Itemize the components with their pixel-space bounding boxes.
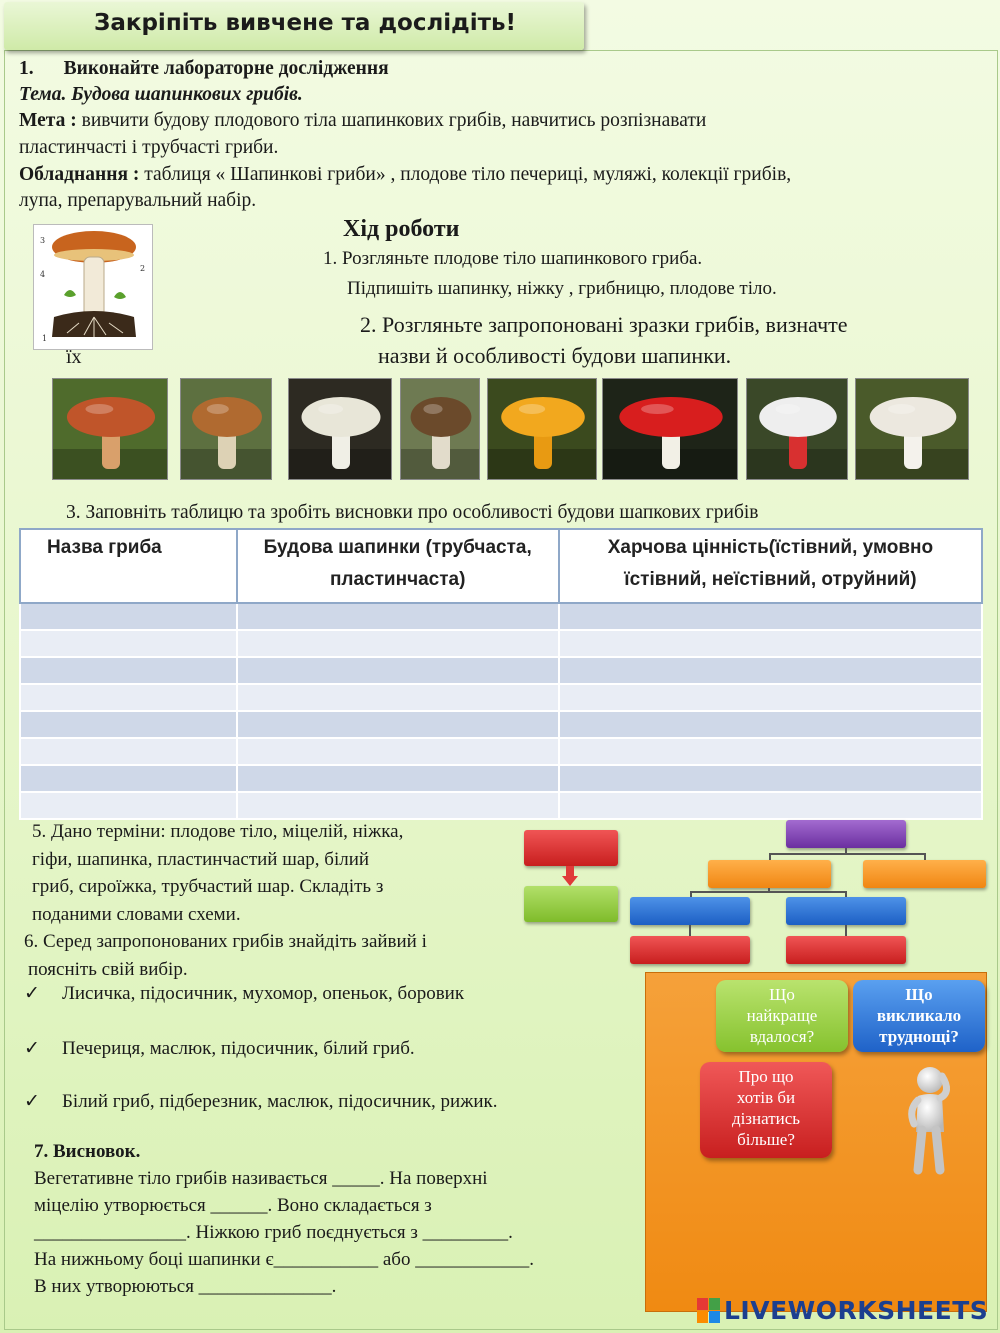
reflection-bubble-learn-more: Про що хотів би дізнатись більше?	[700, 1062, 832, 1158]
step-1-line-2: Підпишіть шапинку, ніжку , грибницю, плодове тіло.	[347, 278, 777, 299]
fly-agaric-photo	[602, 378, 738, 480]
q6-line-2: поясніть свій вибір.	[28, 958, 188, 980]
diagram-label-2: 2	[140, 264, 146, 273]
table-cell-structure[interactable]	[237, 792, 559, 819]
table-cell-name[interactable]	[20, 738, 237, 765]
liveworksheets-logo[interactable]: LIVEWORKSHEETS	[724, 1296, 989, 1325]
task-title: Виконайте лабораторне дослідження	[63, 58, 389, 79]
scheme2-orange-right-box[interactable]	[863, 860, 986, 888]
rusty-gilled-mushroom-photo	[52, 378, 168, 480]
procedure-title: Хід роботи	[343, 216, 460, 242]
task-1-heading	[19, 58, 389, 80]
table-cell-value[interactable]	[559, 684, 982, 711]
table-cell-value[interactable]	[559, 792, 982, 819]
table-row	[20, 765, 982, 792]
table-row	[20, 684, 982, 711]
q7-line-4[interactable]: На нижньому боці шапинки є___________ або ____________.	[34, 1249, 534, 1270]
table-cell-structure[interactable]	[237, 603, 559, 630]
diagram-label-1: 1	[42, 334, 48, 343]
scheme2-blue-left-box[interactable]	[630, 897, 750, 925]
q6-option-3[interactable]: ✓ Білий гриб, підберезник, маслюк, підосичник, рижик.	[24, 1091, 498, 1112]
table-row	[20, 711, 982, 738]
equipment-line-2: лупа, препарувальний набір.	[19, 190, 257, 211]
table-cell-structure[interactable]	[237, 657, 559, 684]
checkmark-icon: ✓	[24, 1038, 40, 1059]
diagram-label-3: 3	[40, 236, 46, 245]
scheme1-top-box[interactable]	[524, 830, 618, 866]
scheme2-root-box[interactable]	[786, 820, 906, 848]
table-cell-value[interactable]	[559, 765, 982, 792]
scheme2-blue-right-box[interactable]	[786, 897, 906, 925]
checkmark-icon: ✓	[24, 983, 40, 1004]
header-cap-structure: Будова шапинки (трубчаста, пластинчаста)	[237, 529, 559, 603]
table-cell-structure[interactable]	[237, 738, 559, 765]
connector	[689, 925, 691, 936]
connector	[845, 925, 847, 936]
goal-line-2: пластинчасті і трубчасті гриби.	[19, 137, 279, 158]
table-cell-value[interactable]	[559, 657, 982, 684]
table-cell-name[interactable]	[20, 603, 237, 630]
table-cell-structure[interactable]	[237, 711, 559, 738]
scheme1-bottom-box[interactable]	[524, 886, 618, 922]
q5-line-1: 5. Дано терміни: плодове тіло, міцелій, ніжка,	[32, 821, 404, 842]
q6-line-1: 6. Серед запропонованих грибів знайдіть зайвий і	[24, 931, 427, 952]
table-instruction: 3. Заповніть таблицю та зробіть висновки про особливості будови шапкових грибів	[66, 502, 759, 523]
q6-option-2[interactable]: ✓ Печериця, маслюк, підосичник, білий гриб.	[24, 1038, 415, 1059]
mushroom-table	[19, 528, 983, 820]
q7-line-3[interactable]: ________________. Ніжкою гриб поєднується з _________.	[34, 1222, 513, 1243]
table-cell-name[interactable]	[20, 765, 237, 792]
question-7-conclusion	[34, 1138, 534, 1300]
down-arrow-icon	[562, 866, 578, 886]
equipment-text: таблиця « Шапинкові гриби» , плодове тіло печериці, муляжі, колекції грибів,	[139, 164, 792, 185]
chanterelle-photo	[487, 378, 597, 480]
question-5	[32, 818, 403, 928]
task-number: 1.	[19, 58, 34, 79]
table-cell-name[interactable]	[20, 711, 237, 738]
porcini-photo	[400, 378, 480, 480]
goal-line-1	[19, 110, 706, 132]
scheme2-red-right-box[interactable]	[786, 936, 906, 964]
q7-line-2[interactable]: міцелію утворюється ______. Воно складається з	[34, 1195, 432, 1216]
header-food-value: Харчова цінність(їстівний, умовно їстівний, неїстівний, отруйний)	[559, 529, 982, 603]
table-cell-structure[interactable]	[237, 684, 559, 711]
goal-label: Мета :	[19, 110, 77, 131]
header-mushroom-name: Назва гриба	[20, 529, 237, 603]
scheme2-red-left-box[interactable]	[630, 936, 750, 964]
q6-option-1[interactable]: ✓ Лисичка, підосичник, мухомор, опеньок, боровик	[24, 983, 465, 1004]
step-2-line-2: назви й особливості будови шапинки.	[378, 343, 732, 368]
q7-line-5[interactable]: В них утворюються ______________.	[34, 1276, 337, 1297]
table-cell-value[interactable]	[559, 603, 982, 630]
table-cell-value[interactable]	[559, 630, 982, 657]
mushroom-structure-diagram	[33, 224, 153, 350]
q7-title: 7. Висновок.	[34, 1141, 141, 1162]
table-row	[20, 603, 982, 630]
white-amanita-photo	[288, 378, 392, 480]
table-header-row	[20, 529, 982, 603]
table-cell-name[interactable]	[20, 792, 237, 819]
checkmark-icon: ✓	[24, 1091, 40, 1112]
q5-line-4: поданими словами схеми.	[32, 903, 241, 925]
topic-line: Тема. Будова шапинкових грибів.	[19, 84, 303, 105]
goal-text: вивчити будову плодового тіла шапинкових грибів, навчитись розпізнавати	[76, 110, 707, 131]
table-cell-value[interactable]	[559, 738, 982, 765]
diagram-label-4: 4	[40, 270, 46, 279]
q5-line-2: гіфи, шапинка, пластинчастий шар, білий	[32, 848, 370, 870]
table-row	[20, 630, 982, 657]
table-row	[20, 657, 982, 684]
equipment-label: Обладнання :	[19, 164, 140, 185]
boletus-photo	[180, 378, 272, 480]
page-title: Закріпіть вивчене та дослідіть!	[94, 10, 517, 36]
step-1-line-1: 1. Розгляньте плодове тіло шапинкового гриба.	[323, 248, 703, 269]
question-6	[24, 928, 427, 983]
table-cell-structure[interactable]	[237, 765, 559, 792]
table-row	[20, 792, 982, 819]
russula-photo	[746, 378, 848, 480]
reflection-bubble-best: Що найкраще вдалося?	[716, 980, 848, 1052]
equipment-line-1	[19, 164, 791, 186]
table-cell-value[interactable]	[559, 711, 982, 738]
table-cell-name[interactable]	[20, 630, 237, 657]
table-cell-name[interactable]	[20, 684, 237, 711]
table-row	[20, 738, 982, 765]
scheme2-orange-left-box[interactable]	[708, 860, 831, 888]
step-2-tail: їх	[66, 346, 82, 368]
reflection-bubble-difficulties: Що викликало труднощі?	[853, 980, 985, 1052]
table-cell-structure[interactable]	[237, 630, 559, 657]
connector	[690, 891, 847, 893]
table-cell-name[interactable]	[20, 657, 237, 684]
q5-line-3: гриб, сироїжка, трубчастий шар. Складіть з	[32, 876, 384, 897]
champignon-photo	[855, 378, 969, 480]
connector	[769, 853, 926, 855]
q7-line-1[interactable]: Вегетативне тіло грибів називається _____. На поверхні	[34, 1168, 488, 1189]
thinking-person-icon	[896, 1064, 956, 1176]
step-2-line-1: 2. Розгляньте запропоновані зразки грибів, визначте	[360, 312, 848, 337]
